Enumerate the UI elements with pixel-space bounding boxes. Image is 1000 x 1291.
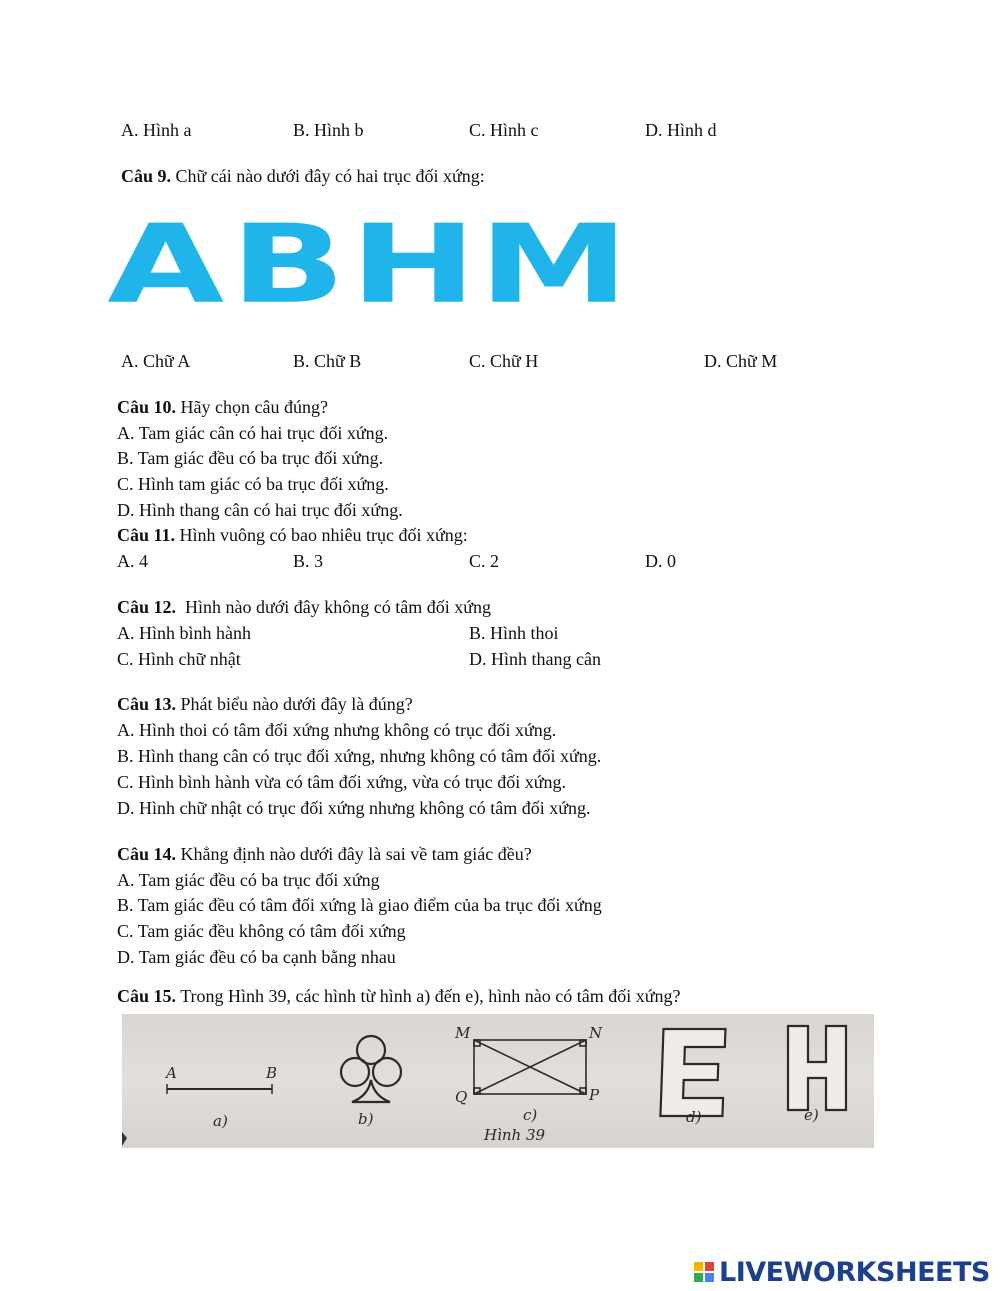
q10-option-b: B. Tam giác đều có ba trục đối xứng. <box>117 448 384 468</box>
q12-label: Câu 12. <box>117 597 177 617</box>
point-m-label: M <box>455 1024 471 1042</box>
q11-text: Hình vuông có bao nhiêu trục đối xứng: <box>175 525 468 545</box>
q13-option-a: A. Hình thoi có tâm đối xứng nhưng không có trục đối xứng. <box>117 720 557 740</box>
letter-e-outline <box>660 1029 725 1116</box>
q9-label: Câu 9. <box>121 166 172 186</box>
q9-option-d: D. Chữ M <box>704 351 778 371</box>
liveworksheets-logo <box>694 1256 990 1288</box>
q11-question <box>117 526 468 544</box>
q8-option-c: C. Hình c <box>469 120 539 140</box>
q15-label: Câu 15. <box>117 986 177 1006</box>
q12-option-b: B. Hình thoi <box>469 623 559 643</box>
q9-question <box>121 167 485 185</box>
point-n-label: N <box>589 1024 603 1042</box>
caption-b: b) <box>358 1110 374 1128</box>
q13-question <box>117 695 413 713</box>
letter-h: H <box>350 200 477 328</box>
q15-question <box>117 987 680 1005</box>
logo-wordmark: LIVEWORKSHEETS <box>719 1256 990 1288</box>
q10-option-a: A. Tam giác cân có hai trục đối xứng. <box>117 423 389 443</box>
q11-option-a: A. 4 <box>117 551 148 571</box>
q11-option-c: C. 2 <box>469 551 500 571</box>
photo-edge-mark <box>122 1132 127 1146</box>
clover-icon <box>341 1036 401 1102</box>
q12-question <box>117 598 491 616</box>
q14-label: Câu 14. <box>117 844 177 864</box>
q11-option-b: B. 3 <box>293 551 324 571</box>
abhm-letters-image <box>107 200 629 328</box>
logo-blocks-icon <box>694 1262 714 1282</box>
q10-option-d: D. Hình thang cân có hai trục đối xứng. <box>117 500 403 520</box>
q8-option-d: D. Hình d <box>645 120 717 140</box>
q10-question <box>117 398 328 416</box>
q14-option-d: D. Tam giác đều có ba cạnh bằng nhau <box>117 947 396 967</box>
logo-block-blue <box>705 1273 714 1282</box>
q9-option-c: C. Chữ H <box>469 351 539 371</box>
caption-a: a) <box>213 1112 228 1130</box>
point-q-label: Q <box>455 1088 468 1106</box>
q13-option-d: D. Hình chữ nhật có trục đối xứng nhưng không có tâm đối xứng. <box>117 798 591 818</box>
q10-option-c: C. Hình tam giác có ba trục đối xứng. <box>117 474 389 494</box>
letter-a: A <box>107 200 225 328</box>
logo-block-yellow <box>694 1262 703 1271</box>
point-a-label: A <box>166 1064 177 1082</box>
figure-title: Hình 39 <box>484 1126 546 1144</box>
letter-h-outline <box>788 1026 846 1110</box>
q8-option-b: B. Hình b <box>293 120 364 140</box>
q14-option-b: B. Tam giác đều có tâm đối xứng là giao điểm của ba trục đối xứng <box>117 895 602 915</box>
q13-label: Câu 13. <box>117 694 177 714</box>
q9-option-a: A. Chữ A <box>121 351 191 371</box>
q11-option-d: D. 0 <box>645 551 676 571</box>
q10-label: Câu 10. <box>117 397 177 417</box>
point-p-label: P <box>589 1086 600 1104</box>
q8-option-a: A. Hình a <box>121 120 192 140</box>
q13-text: Phát biểu nào dưới đây là đúng? <box>176 694 413 714</box>
q14-option-a: A. Tam giác đều có ba trục đối xứng <box>117 870 380 890</box>
q12-text: Hình nào dưới đây không có tâm đối xứng <box>176 597 492 617</box>
q10-text: Hãy chọn câu đúng? <box>176 397 328 417</box>
q12-option-a: A. Hình bình hành <box>117 623 251 643</box>
letter-m: M <box>478 200 629 328</box>
rectangle-mnpq <box>474 1040 586 1094</box>
q9-option-b: B. Chữ B <box>293 351 362 371</box>
q14-question <box>117 845 532 863</box>
logo-block-red <box>705 1262 714 1271</box>
letter-b: B <box>230 200 346 328</box>
point-b-label: B <box>266 1064 278 1082</box>
caption-c: c) <box>523 1106 538 1124</box>
q12-option-d: D. Hình thang cân <box>469 649 601 669</box>
hinh-39-figure <box>122 1014 874 1148</box>
caption-d: d) <box>686 1108 702 1126</box>
q13-option-c: C. Hình bình hành vừa có tâm đối xứng, vừa có trục đối xứng. <box>117 772 566 792</box>
caption-e: e) <box>804 1106 819 1124</box>
q14-text: Khẳng định nào dưới đây là sai về tam giác đều? <box>176 844 532 864</box>
q12-option-c: C. Hình chữ nhật <box>117 649 241 669</box>
logo-block-green <box>694 1273 703 1282</box>
q15-text: Trong Hình 39, các hình từ hình a) đến e), hình nào có tâm đối xứng? <box>176 986 681 1006</box>
q9-text: Chữ cái nào dưới đây có hai trục đối xứng: <box>171 166 485 186</box>
q14-option-c: C. Tam giác đều không có tâm đối xứng <box>117 921 406 941</box>
q11-label: Câu 11. <box>117 525 176 545</box>
q13-option-b: B. Hình thang cân có trục đối xứng, nhưng không có tâm đối xứng. <box>117 746 602 766</box>
